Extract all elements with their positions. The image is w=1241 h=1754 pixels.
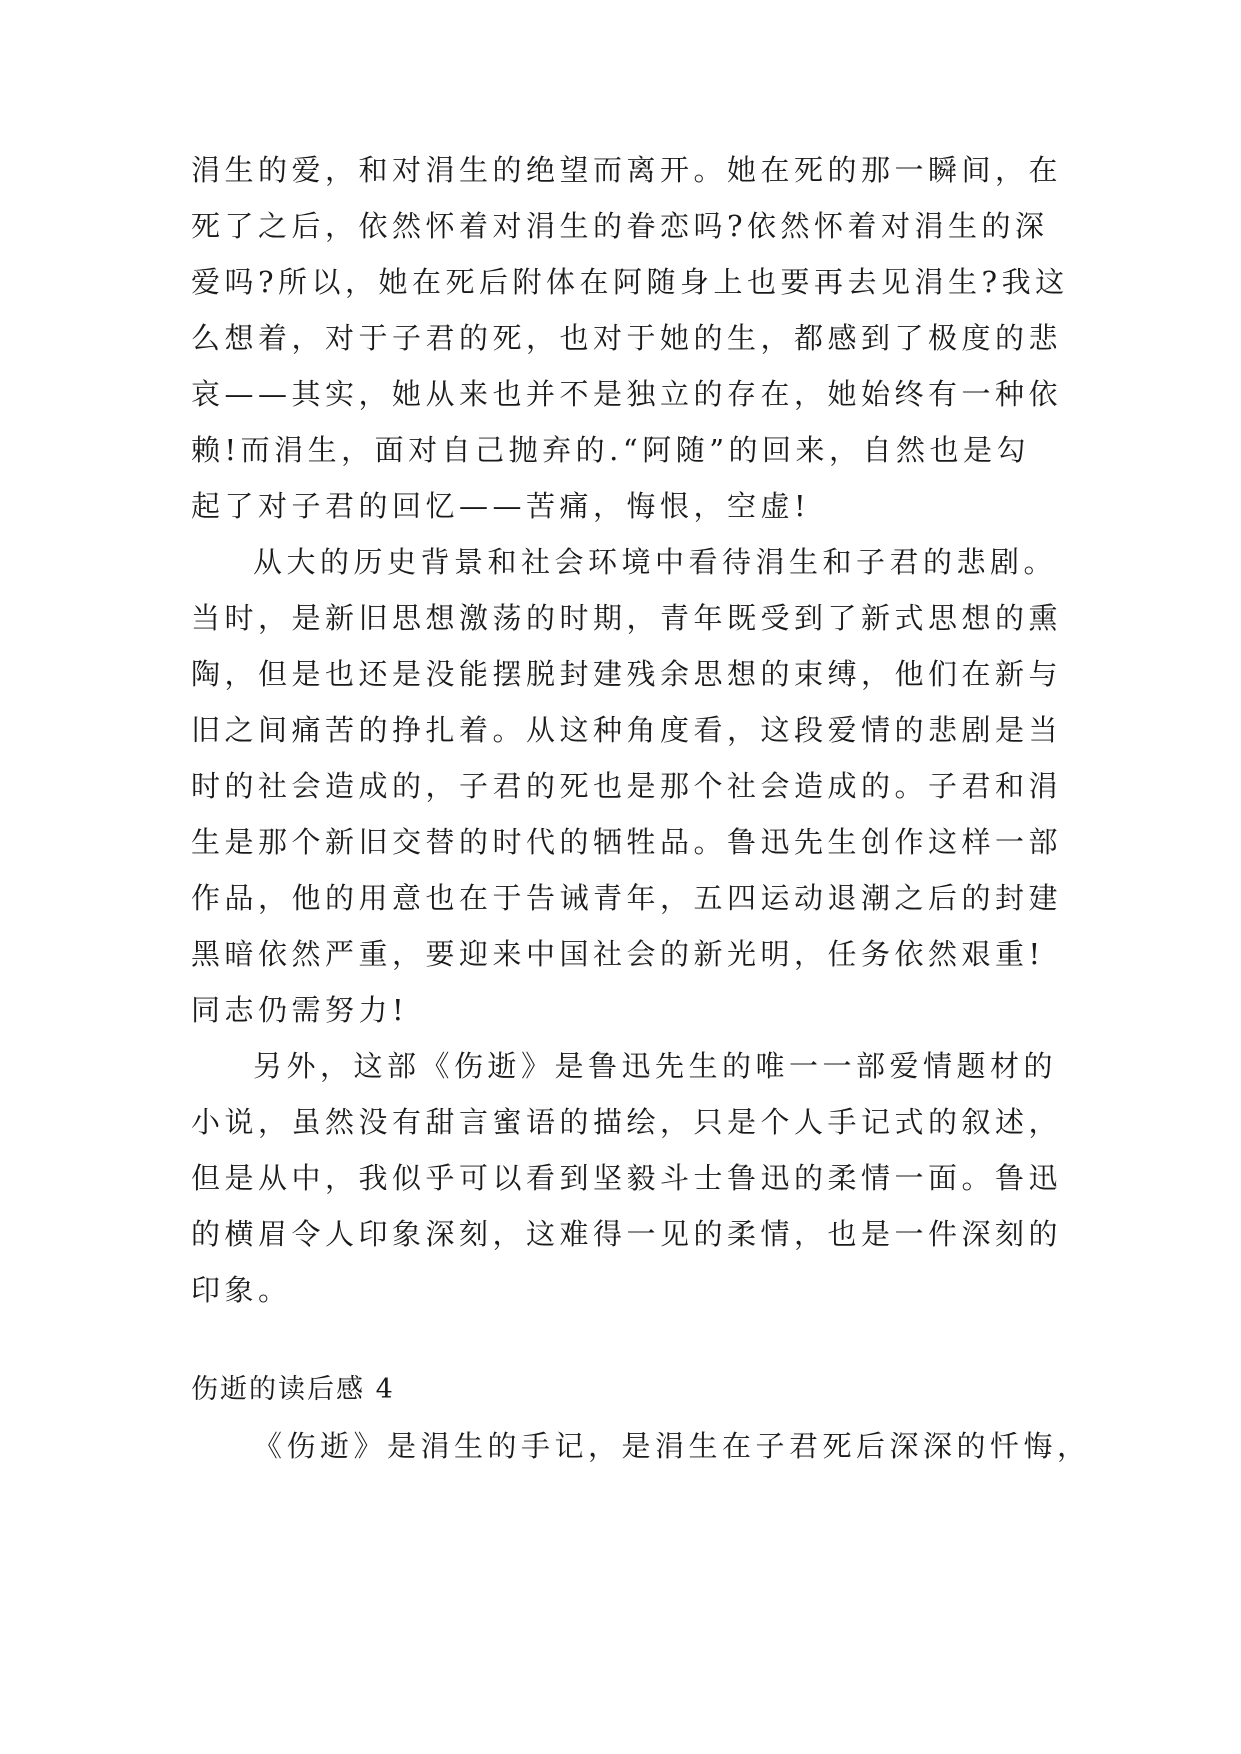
paragraph-3-line-4: 的横眉令人印象深刻，这难得一见的柔情，也是一件深刻的	[191, 1217, 1063, 1251]
paragraph-1-line-3: 爱吗?所以，她在死后附体在阿随身上也要再去见涓生?我这	[191, 265, 1069, 299]
paragraph-3-line-3: 但是从中，我似乎可以看到坚毅斗士鲁迅的柔情一面。鲁迅	[191, 1161, 1063, 1195]
paragraph-2-line-1: 从大的历史背景和社会环境中看待涓生和子君的悲剧。	[253, 545, 1058, 579]
paragraph-2-line-8: 黑暗依然严重，要迎来中国社会的新光明，任务依然艰重!	[191, 937, 1045, 971]
paragraph-2-line-6: 生是那个新旧交替的时代的牺牲品。鲁迅先生创作这样一部	[191, 825, 1063, 859]
paragraph-1-line-6: 赖!而涓生，面对自己抛弃的.“阿随”的回来，自然也是勾	[191, 433, 1031, 467]
paragraph-3-line-1: 另外，这部《伤逝》是鲁迅先生的唯一一部爱情题材的	[253, 1049, 1058, 1083]
paragraph-3-line-2: 小说，虽然没有甜言蜜语的描绘，只是个人手记式的叙述，	[191, 1105, 1063, 1139]
paragraph-1-line-4: 么想着，对于子君的死，也对于她的生，都感到了极度的悲	[191, 321, 1063, 355]
paragraph-3-line-5: 印象。	[191, 1273, 292, 1307]
paragraph-2-line-9: 同志仍需努力!	[191, 993, 409, 1027]
paragraph-2-line-3: 陶，但是也还是没能摆脱封建残余思想的束缚，他们在新与	[191, 657, 1063, 691]
paragraph-2-line-2: 当时，是新旧思想激荡的时期，青年既受到了新式思想的熏	[191, 601, 1063, 635]
paragraph-2-line-5: 时的社会造成的，子君的死也是那个社会造成的。子君和涓	[191, 769, 1063, 803]
paragraph-2-line-4: 旧之间痛苦的挣扎着。从这种角度看，这段爱情的悲剧是当	[191, 713, 1063, 747]
section-heading: 伤逝的读后感 4	[191, 1374, 395, 1405]
paragraph-2-line-7: 作品，他的用意也在于告诫青年，五四运动退潮之后的封建	[191, 881, 1063, 915]
paragraph-1-line-2: 死了之后，依然怀着对涓生的眷恋吗?依然怀着对涓生的深	[191, 209, 1049, 243]
paragraph-1-line-5: 哀——其实，她从来也并不是独立的存在，她始终有一种依	[191, 377, 1063, 411]
paragraph-1-line-1: 涓生的爱，和对涓生的绝望而离开。她在死的那一瞬间，在	[191, 153, 1063, 187]
paragraph-1-line-7: 起了对子君的回忆——苦痛，悔恨，空虚!	[191, 489, 811, 523]
paragraph-4-line-1: 《伤逝》是涓生的手记，是涓生在子君死后深深的忏悔，	[253, 1429, 1091, 1463]
